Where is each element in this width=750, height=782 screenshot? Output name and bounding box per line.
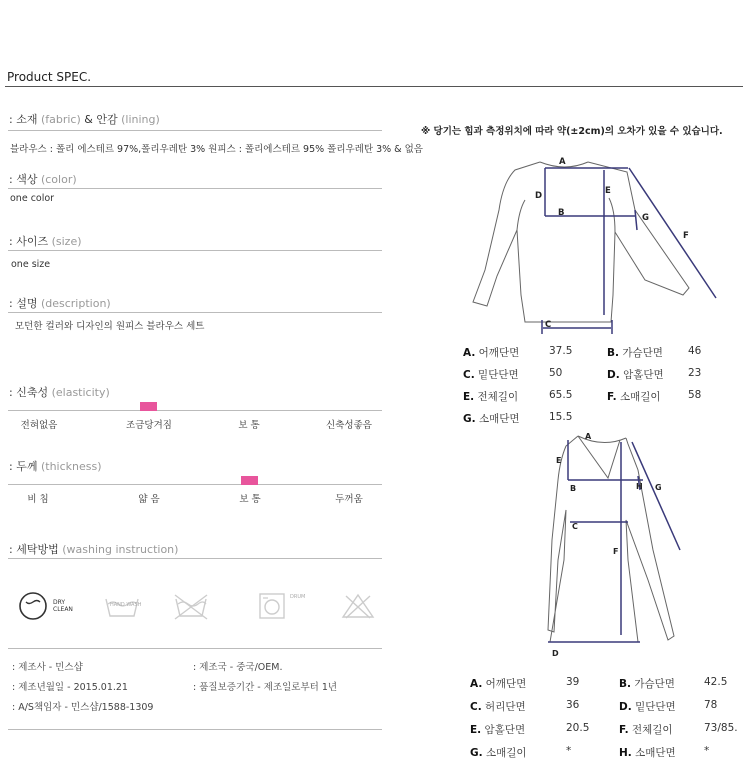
- title-divider: [5, 86, 743, 87]
- size-rule: [8, 250, 382, 251]
- measurement-label: 암홀단면: [484, 724, 526, 736]
- fabric-heading: [9, 111, 160, 127]
- blouse-measurement-4: [607, 367, 664, 382]
- dress-letter-c: C: [572, 522, 578, 531]
- hand-wash-label: HAND WASH: [110, 602, 142, 608]
- blouse-letter-b: B: [558, 208, 565, 218]
- dress-measurement-6: [619, 722, 673, 737]
- manufacture-date-info: : 제조년월일 - 2015.01.21: [12, 682, 128, 693]
- measurement-label: 가슴단면: [622, 347, 663, 359]
- description-heading-ko: : 설명: [9, 297, 38, 310]
- measurement-letter: D.: [607, 369, 620, 381]
- warranty-info: : 품질보증기간 - 제조일로부터 1년: [193, 682, 338, 693]
- measurement-letter: B.: [619, 678, 631, 690]
- measurement-value: 58: [688, 389, 702, 401]
- measurement-label: 소매길이: [619, 391, 661, 403]
- thickness-option: 얇 음: [138, 494, 160, 505]
- description-heading: [9, 295, 111, 311]
- drum-dry-icon: [258, 592, 286, 620]
- washing-heading: [9, 541, 178, 557]
- blouse-measurement-5: [463, 389, 518, 404]
- elasticity-option: 신축성좋음: [326, 420, 372, 431]
- measurement-label: 암홀단면: [623, 369, 664, 381]
- measurement-label: 가슴단면: [634, 678, 675, 690]
- measurement-value: 37.5: [549, 345, 573, 357]
- description-value: 모던한 컬러와 디자인의 원피스 블라우스 세트: [15, 321, 205, 332]
- measurement-value: 39: [566, 676, 580, 688]
- elasticity-heading: [9, 384, 110, 400]
- dry-clean-label-1: DRY: [53, 599, 66, 606]
- size-heading: [9, 233, 82, 249]
- measurement-letter: C.: [463, 369, 475, 381]
- info-bottom-rule: [8, 729, 382, 730]
- blouse-letter-e: E: [605, 186, 611, 196]
- measurement-letter: G.: [470, 747, 483, 759]
- elasticity-scale-rule: [8, 410, 382, 411]
- thickness-heading-en: (thickness): [40, 460, 102, 473]
- measurement-label: 소매길이: [485, 747, 527, 759]
- measurement-letter: C.: [470, 701, 482, 713]
- measurement-value: *: [704, 745, 710, 757]
- measurement-label: 전체길이: [631, 724, 673, 736]
- elasticity-option: 보 통: [238, 420, 260, 431]
- dress-letter-h: H: [636, 482, 643, 491]
- thickness-option: 두꺼움: [335, 494, 363, 505]
- measurement-letter: H.: [619, 747, 632, 759]
- dress-measurement-4: [619, 699, 676, 714]
- dress-letter-e: E: [556, 456, 562, 465]
- dress-measurement-3: [470, 699, 526, 714]
- dress-letter-d: D: [552, 649, 559, 658]
- elasticity-heading-en: (elasticity): [51, 386, 110, 399]
- size-heading-ko: : 사이즈: [9, 235, 49, 248]
- measurement-label: 밑단단면: [478, 369, 519, 381]
- dress-letter-a: A: [585, 432, 592, 441]
- description-rule: [8, 312, 382, 313]
- color-value: one color: [10, 193, 55, 204]
- dress-measurement-2: [619, 676, 675, 691]
- dress-letter-b: B: [570, 484, 577, 493]
- color-rule: [8, 188, 382, 189]
- dress-measurement-7: [470, 745, 527, 760]
- page-title: Product SPEC.: [7, 70, 92, 84]
- blouse-letter-f: F: [683, 231, 689, 241]
- thickness-option: 보 통: [239, 494, 261, 505]
- measurement-value: 46: [688, 345, 702, 357]
- measurement-letter: F.: [619, 724, 629, 736]
- dress-measurement-1: [470, 676, 526, 691]
- dress-letter-f: F: [613, 547, 619, 556]
- measurement-value: 73/85.: [704, 722, 738, 734]
- measurement-letter: E.: [463, 391, 475, 403]
- measurement-label: 어깨단면: [478, 347, 520, 359]
- measurement-value: 65.5: [549, 389, 573, 401]
- blouse-measurement-1: [463, 345, 519, 360]
- measurement-label: 소매단면: [635, 747, 676, 759]
- dry-clean-label-2: CLEAN: [53, 606, 73, 613]
- measurement-letter: A.: [463, 347, 476, 359]
- measurement-letter: A.: [470, 678, 483, 690]
- do-not-bleach-icon: [340, 592, 376, 620]
- fabric-heading-ko: : 소재: [9, 113, 38, 126]
- blouse-letter-c: C: [545, 320, 552, 330]
- washing-rule: [8, 558, 382, 559]
- measurement-letter: F.: [607, 391, 617, 403]
- thickness-selected-marker: [241, 476, 258, 485]
- measurement-letter: B.: [607, 347, 619, 359]
- size-heading-en: (size): [51, 235, 82, 248]
- blouse-letter-a: A: [559, 157, 566, 167]
- measurement-letter: D.: [619, 701, 632, 713]
- dress-measurement-8: [619, 745, 676, 760]
- hand-wash-icon: [104, 596, 140, 620]
- blouse-letter-d: D: [535, 191, 543, 201]
- color-heading: [9, 171, 77, 187]
- as-contact-info: : A/S책임자 - 민스샵/1588-1309: [12, 702, 154, 713]
- size-value: one size: [11, 259, 51, 270]
- blouse-letter-g: G: [642, 213, 649, 223]
- measurement-label: 허리단면: [485, 701, 526, 713]
- washing-heading-en: (washing instruction): [62, 543, 179, 556]
- thickness-heading-ko: : 두께: [9, 460, 38, 473]
- fabric-rule: [8, 130, 382, 131]
- blouse-measurement-3: [463, 367, 519, 382]
- thickness-heading: [9, 458, 102, 474]
- elasticity-heading-ko: : 신축성: [9, 386, 49, 399]
- measurement-letter: E.: [470, 724, 482, 736]
- lining-heading-ko: & 안감: [84, 113, 118, 126]
- measurement-value: 20.5: [566, 722, 590, 734]
- measurement-label: 어깨단면: [485, 678, 527, 690]
- dress-letter-g: G: [655, 483, 662, 492]
- description-heading-en: (description): [40, 297, 111, 310]
- elasticity-selected-marker: [140, 402, 157, 411]
- dry-clean-icon: [17, 590, 49, 622]
- lining-heading-en: (lining): [121, 113, 160, 126]
- blouse-measurement-7: [463, 411, 520, 426]
- do-not-wash-icon: [172, 592, 210, 622]
- measurement-value: 23: [688, 367, 702, 379]
- measurement-label: 소매단면: [478, 413, 520, 425]
- measurement-label: 밑단단면: [635, 701, 676, 713]
- maker-info: : 제조사 - 민스샵: [12, 662, 83, 673]
- dress-diagram: [528, 430, 698, 660]
- blouse-measurement-2: [607, 345, 663, 360]
- fabric-value: 블라우스 : 폴리 에스테르 97%,폴리우레탄 3% 원피스 : 폴리에스테르 95% 폴리우레탄 3% & 없음: [10, 144, 423, 155]
- fabric-heading-en: (fabric): [40, 113, 81, 126]
- measurement-value: 36: [566, 699, 580, 711]
- measurement-value: *: [566, 745, 572, 757]
- measurement-value: 15.5: [549, 411, 573, 423]
- drum-label: DRUM: [290, 594, 306, 600]
- color-heading-ko: : 색상: [9, 173, 38, 186]
- blouse-measurement-6: [607, 389, 661, 404]
- elasticity-option: 조금당겨짐: [126, 420, 172, 431]
- washing-heading-ko: : 세탁방법: [9, 543, 59, 556]
- measurement-note: ※ 당기는 힘과 측정위치에 따라 약(±2cm)의 오차가 있을 수 있습니다.: [421, 126, 723, 137]
- measurement-letter: G.: [463, 413, 476, 425]
- blouse-diagram: [465, 150, 725, 335]
- measurement-value: 42.5: [704, 676, 728, 688]
- thickness-scale-rule: [8, 484, 382, 485]
- measurement-label: 전체길이: [477, 391, 519, 403]
- elasticity-option: 전혀없음: [20, 420, 58, 431]
- country-info: : 제조국 - 중국/OEM.: [193, 662, 283, 673]
- measurement-value: 50: [549, 367, 563, 379]
- color-heading-en: (color): [40, 173, 77, 186]
- info-top-rule: [8, 648, 382, 649]
- thickness-option: 비 침: [27, 494, 49, 505]
- dress-measurement-5: [470, 722, 525, 737]
- measurement-value: 78: [704, 699, 718, 711]
